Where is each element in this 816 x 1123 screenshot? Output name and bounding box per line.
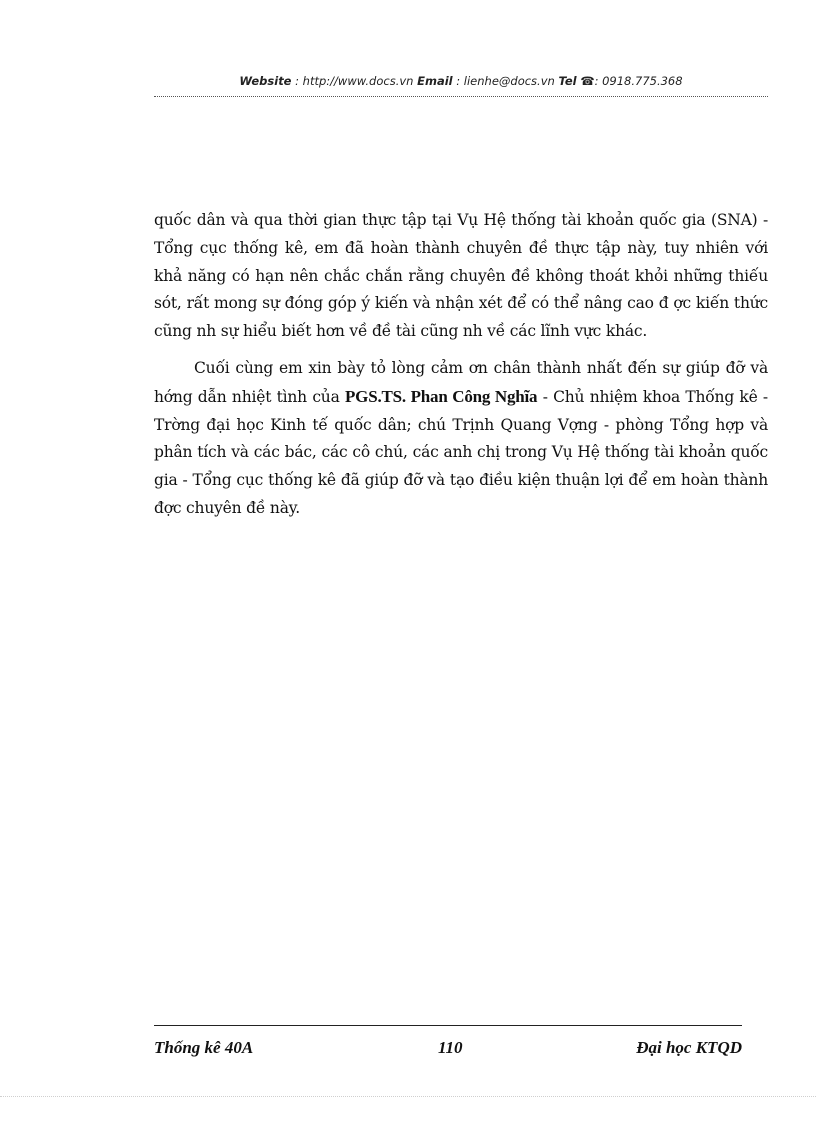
website-value: : http://www.docs.vn: [295, 74, 414, 88]
paragraph-1: quốc dân và qua thời gian thực tập tại Vụ Hệ thống tài khoản quốc gia (SNA) - Tổng cục thống kê, em đã hoàn thành chuyên đề thực tập này, tuy nhiên với khả năng có hạn nên chắc chắn rằng chuyên đề không thoát khỏi những thiếu sót, rất mong sự đóng góp ý kiến và nhận xét để có thể nâng cao đ ợc kiến thức cũng nh sự hiểu biết hơn về đề tài cũng nh về các lĩnh vực khác.: [154, 211, 768, 341]
footer-rule: [154, 1025, 742, 1026]
page-header: [154, 74, 768, 88]
tel-value: : 0918.775.368: [594, 74, 683, 88]
website-label: Website: [239, 74, 292, 88]
page-number: 110: [438, 1038, 463, 1057]
email-value: : lienhe@docs.vn: [456, 74, 555, 88]
document-body: [154, 207, 768, 523]
paragraph-2-end: - Chủ nhiệm khoa Thống kê - Trờng đại học Kinh tế quốc dân; chú Trịnh Quang Vợng - phòng Tổng hợp và phân tích và các bác, các cô chú, các anh chị trong Vụ Hệ thống tài khoản quốc gia - Tổng cục thống kê đã giúp đỡ và tạo điều kiện thuận lợi để em hoàn thành đợc chuyên đề này.: [154, 387, 768, 517]
phone-icon: ☎: [580, 74, 595, 88]
paragraph-2-start: Cuối cùng em xin bày tỏ lòng cảm ơn chân thành nhất đến sự giúp đỡ và hớng dẫn nhiệt tình của: [154, 358, 768, 406]
email-label: Email: [417, 74, 453, 88]
footer-class: Thống kê 40A: [154, 1038, 254, 1057]
header-rule: [154, 96, 768, 97]
bottom-dotted-line: [0, 1096, 816, 1097]
footer-university: Đại học KTQD: [636, 1038, 742, 1057]
advisor-name: PGS.TS. Phan Công Nghĩa: [344, 386, 538, 406]
tel-label: Tel: [558, 74, 577, 88]
paragraph-2: [154, 355, 768, 523]
